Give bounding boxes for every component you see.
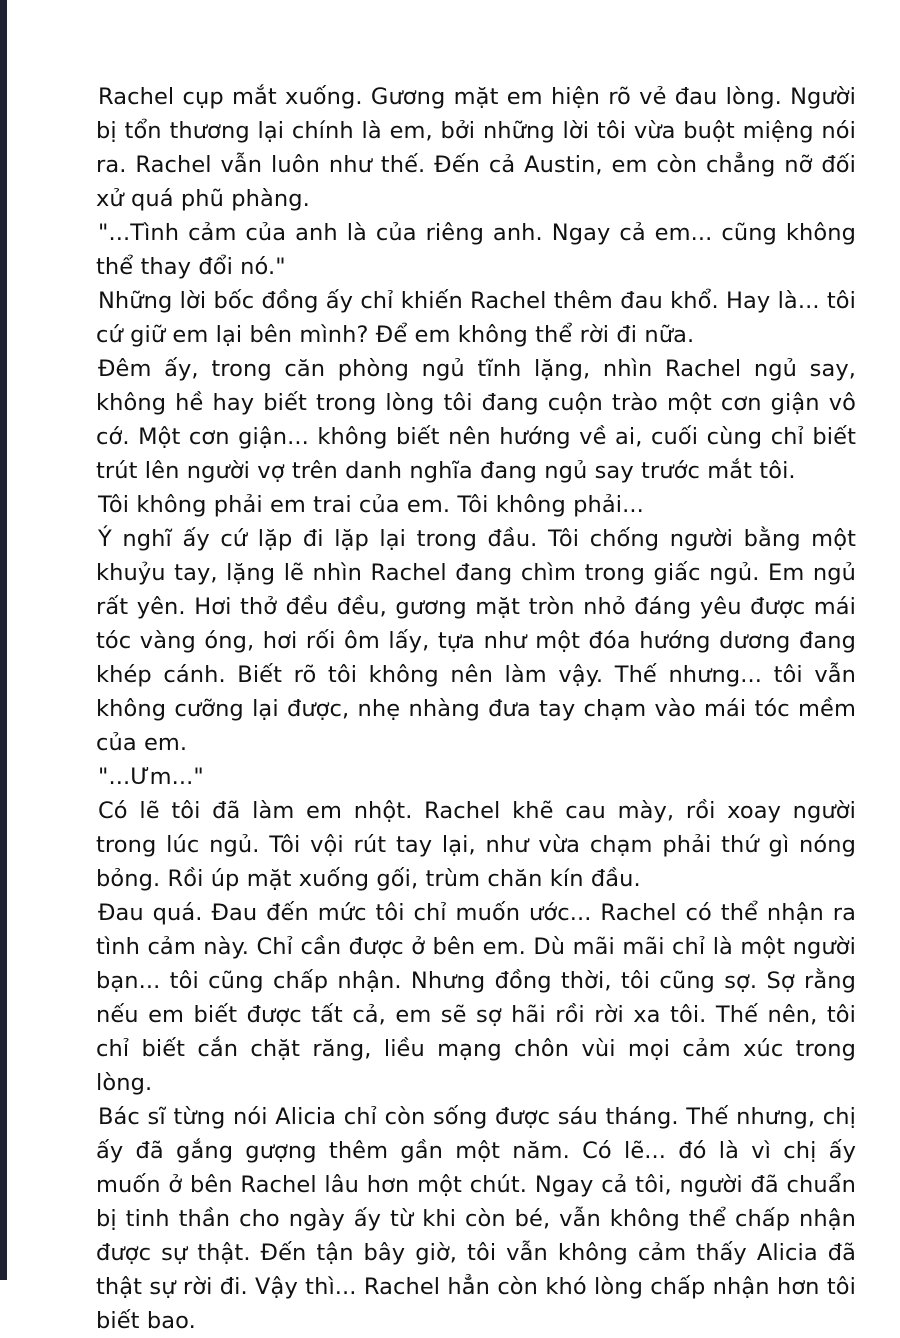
paragraph-2: "...Tình cảm của anh là của riêng anh. Ngay cả em... cũng không thể thay đổi nó." [96, 220, 856, 280]
paragraph-9: Đau quá. Đau đến mức tôi chỉ muốn ước... Rachel có thể nhận ra tình cảm này. Chỉ cần được ở bên em. Dù mãi mãi chỉ là một người bạn... tôi cũng chấp nhận. Nhưng đồng thời, tôi cũng sợ. Sợ rằng nếu em biết được tất cả, em sẽ sợ hãi rồi rời xa tôi. Thế nên, tôi chỉ biết cắn chặt răng, liều mạng chôn vùi mọi cảm xúc trong lòng. [96, 900, 856, 1096]
paragraph-7: "...Ưm..." [98, 764, 204, 790]
paragraph-3: Những lời bốc đồng ấy chỉ khiến Rachel thêm đau khổ. Hay là... tôi cứ giữ em lại bên mình? Để em không thể rời đi nữa. [96, 288, 856, 348]
paragraph-5: Tôi không phải em trai của em. Tôi không phải... [98, 492, 644, 518]
page-left-edge [0, 0, 7, 1280]
paragraph-6: Ý nghĩ ấy cứ lặp đi lặp lại trong đầu. Tôi chống người bằng một khuỷu tay, lặng lẽ nhìn Rachel đang chìm trong giấc ngủ. Em ngủ rất yên. Hơi thở đều đều, gương mặt tròn nhỏ đáng yêu được mái tóc vàng óng, hơi rối ôm lấy, tựa như một đóa hướng dương đang khép cánh. Biết rõ tôi không nên làm vậy. Thế nhưng... tôi vẫn không cưỡng lại được, nhẹ nhàng đưa tay chạm vào mái tóc mềm của em. [96, 526, 856, 756]
paragraph-8: Có lẽ tôi đã làm em nhột. Rachel khẽ cau mày, rồi xoay người trong lúc ngủ. Tôi vội rút tay lại, như vừa chạm phải thứ gì nóng bỏng. Rồi úp mặt xuống gối, trùm chăn kín đầu. [96, 798, 856, 892]
story-text [96, 80, 856, 1338]
paragraph-1: Rachel cụp mắt xuống. Gương mặt em hiện rõ vẻ đau lòng. Người bị tổn thương lại chính là em, bởi những lời tôi vừa buột miệng nói ra. Rachel vẫn luôn như thế. Đến cả Austin, em còn chẳng nỡ đối xử quá phũ phàng. [96, 84, 856, 212]
paragraph-4: Đêm ấy, trong căn phòng ngủ tĩnh lặng, nhìn Rachel ngủ say, không hề hay biết trong lòng tôi đang cuộn trào một cơn giận vô cớ. Một cơn giận... không biết nên hướng về ai, cuối cùng chỉ biết trút lên người vợ trên danh nghĩa đang ngủ say trước mắt tôi. [96, 356, 856, 484]
paragraph-10: Bác sĩ từng nói Alicia chỉ còn sống được sáu tháng. Thế nhưng, chị ấy đã gắng gượng thêm gần một năm. Có lẽ... đó là vì chị ấy muốn ở bên Rachel lâu hơn một chút. Ngay cả tôi, người đã chuẩn bị tinh thần cho ngày ấy từ khi còn bé, vẫn không thể chấp nhận được sự thật. Đến tận bây giờ, tôi vẫn không cảm thấy Alicia đã thật sự rời đi. Vậy thì... Rachel hẳn còn khó lòng chấp nhận hơn tôi biết bao. [96, 1104, 856, 1334]
